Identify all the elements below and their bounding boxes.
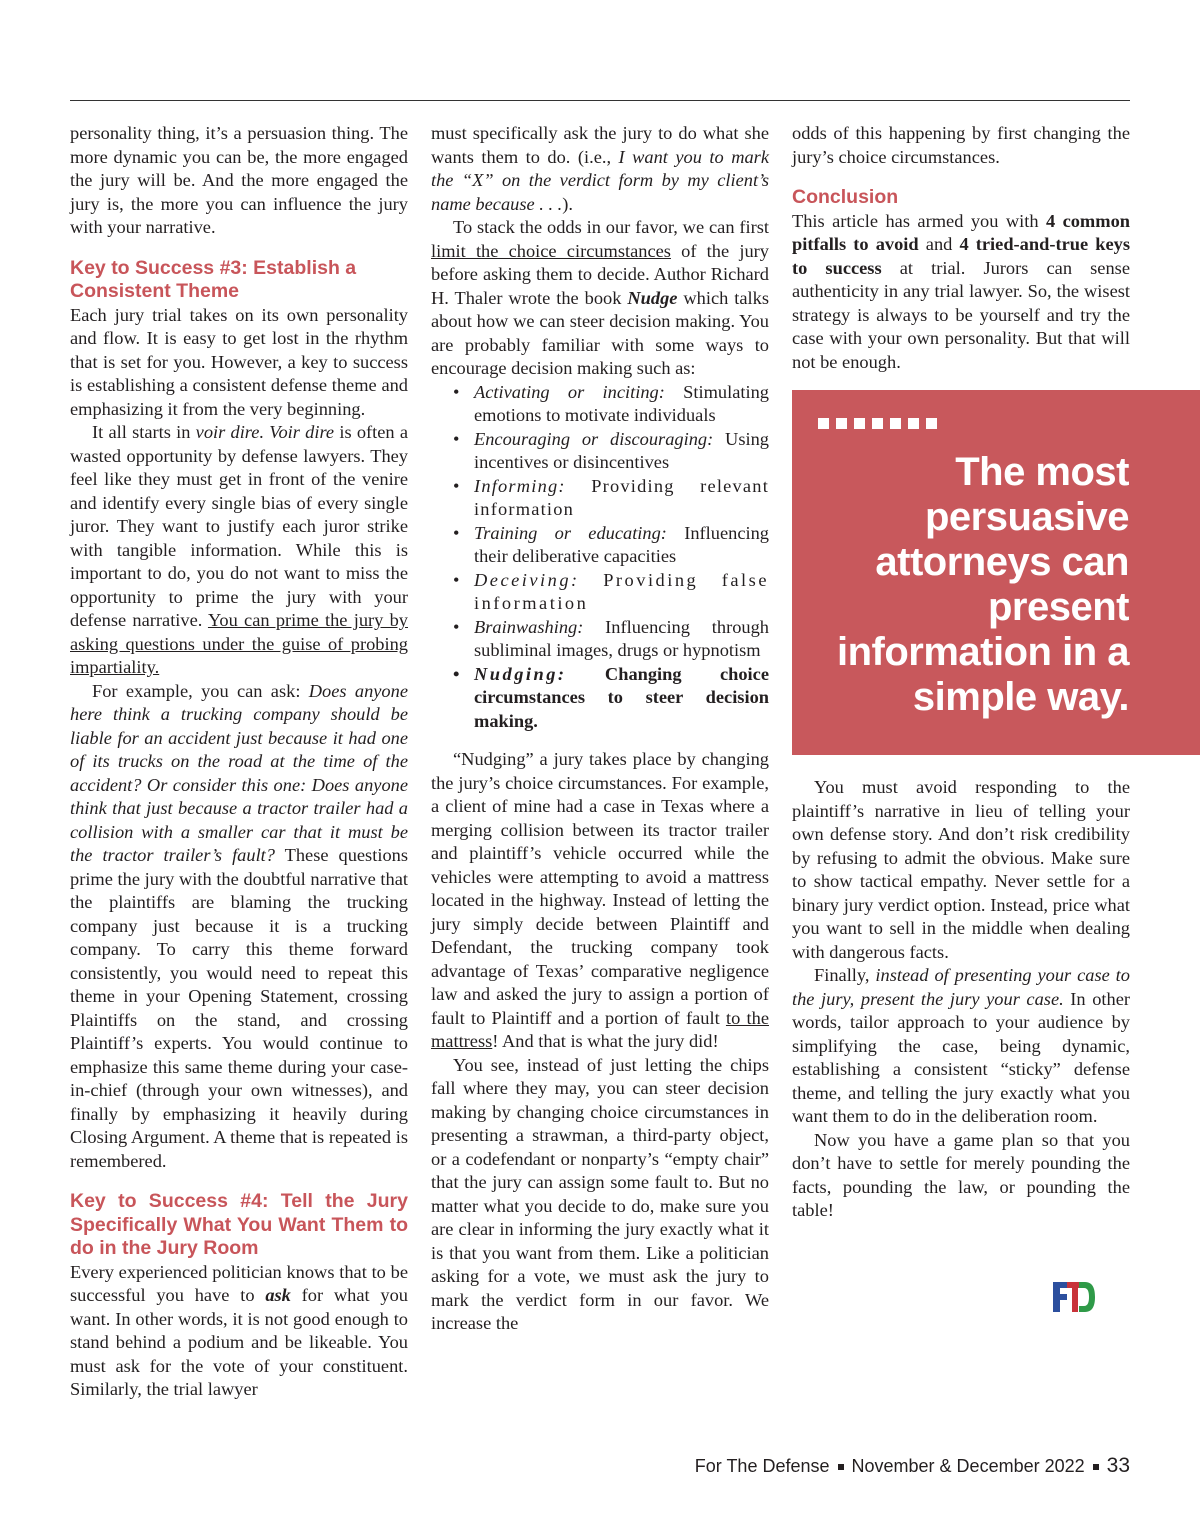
publication-name: For The Defense: [694, 1456, 830, 1476]
decorative-square: [872, 418, 883, 429]
ftd-logo-icon: [1053, 1280, 1095, 1314]
pull-quote-box: [792, 390, 1200, 755]
list-item: • Informing: Providing relevant information: [431, 475, 769, 522]
paragraph: For example, you can ask: Does anyone here think a trucking company should be liable for an accident just because it had one of its trucks on the road at the time of the accident? Or consider this one: Does anyone think that just because a tractor trailer had a collision with a smaller car that it must be the tractor trailer’s fault? These questions prime the jury with the doubtful narrative that the plaintiffs are blaming the trucking company just because it is a trucking company. To carry this theme forward consistently, you would need to repeat this theme in your Opening Statement, crossing Plaintiffs on the stand, and crossing Plaintiff’s experts. You would continue to emphasize this same theme during your case-in-chief (through your own witnesses), and finally by emphasizing it heavily during Closing Argument. A theme that is repeated is remembered.: [70, 680, 408, 1171]
nudge-methods-list: [431, 381, 769, 734]
separator-dot: [838, 1464, 844, 1470]
decorative-square: [908, 418, 919, 429]
paragraph: Each jury trial takes on its own personality and flow. It is easy to get lost in the rhythm that is set for you. However, a key to success is establishing a consistent defense theme and emphasizing it from the very beginning.: [70, 304, 408, 419]
pull-quote-text: The most persuasive attorneys can present information in a simple way.: [837, 450, 1129, 719]
paragraph: You must avoid responding to the plaintiff’s narrative in lieu of telling your own defense story. And don’t risk credibility by refusing to admit the obvious. Make sure to show tactical empathy. Never settle for a binary jury verdict option. Instead, price what you want to sell in the middle when dealing with dangerous facts.: [792, 777, 1130, 962]
column-3: [792, 122, 1130, 374]
decorative-square: [836, 418, 847, 429]
list-item: • Training or educating: Influencing their deliberative capacities: [431, 522, 769, 569]
section-heading-key-4: Key to Success #4: Tell the Jury Specifically What You Want Them to do in the Jury Room: [70, 1190, 408, 1259]
separator-dot: [1093, 1464, 1099, 1470]
paragraph: “Nudging” a jury takes place by changing the jury’s choice circumstances. For example, a client of mine had a case in Texas where a merging collision between its tractor trailer and plaintiff’s vehicle occurred while the vehicles were attempting to avoid a mattress located in the highway. Instead of letting the jury simply decide between Plaintiff and Defendant, the trucking company took advantage of Texas’ comparative negligence law and asked the jury to assign a portion of fault to Plaintiff and a portion of fault to the mattress! And that is what the jury did!: [431, 749, 769, 1051]
list-item: • Encouraging or discouraging: Using incentives or disincentives: [431, 428, 769, 475]
paragraph: To stack the odds in our favor, we can first limit the choice circumstances of the jury before asking them to decide. Author Richard H. Thaler wrote the book Nudge which talks about how we can steer decision making. You are probably familiar with some ways to encourage decision making such as:: [431, 217, 769, 378]
paragraph: You see, instead of just letting the chips fall where they may, you can steer decision making by changing choice circumstances in presenting a strawman, a third-party object, or a codefendant or nonparty’s “empty chair” that the jury can assign some fault to. But no matter what you decide to do, make sure you are clear in informing the jury exactly what it is that you want from them. Like a politician asking for a vote, we must ask the jury to mark the verdict form in our favor. We increase the: [431, 1054, 769, 1333]
column-3-continued: [792, 776, 1130, 1223]
column-1: [70, 122, 408, 1402]
paragraph: personality thing, it’s a persuasion thing. The more dynamic you can be, the more engaged the jury will be. And the more engaged the jury is, the more you can influence the jury with your narrative.: [70, 123, 408, 237]
column-2: [431, 122, 769, 1336]
list-item: • Activating or inciting: Stimulating emotions to motivate individuals: [431, 381, 769, 428]
paragraph: odds of this happening by first changing the jury’s choice circumstances.: [792, 123, 1130, 167]
paragraph: This article has armed you with 4 common pitfalls to avoid and 4 tried-and-true keys to success at trial. Jurors can sense authenticity in any trial lawyer. So, the wisest strategy is always to be yourself and try the case with your own personality. But that will not be enough.: [792, 210, 1130, 372]
paragraph: must specifically ask the jury to do what she wants them to do. (i.e., I want you to mark the “X” on the verdict form by my client’s name because . . .).: [431, 123, 769, 214]
paragraph: Every experienced politician knows that to be successful you have to ask for what you want. In other words, it is not good enough to stand behind a podium and be likeable. You must ask for the vote of your constituent. Similarly, the trial lawyer: [70, 1261, 408, 1399]
section-heading-key-3: Key to Success #3: Establish a Consistent Theme: [70, 256, 357, 302]
decorative-square: [818, 418, 829, 429]
page-footer: [695, 1454, 1130, 1478]
list-item: • Deceiving: Providing false information: [431, 569, 769, 616]
issue-date: November & December 2022: [851, 1456, 1085, 1476]
paragraph: Now you have a game plan so that you don’t have to settle for merely pounding the facts, pounding the law, or pounding the table!: [792, 1129, 1130, 1220]
list-item: • Nudging: Changing choice circumstances to steer decision making.: [431, 663, 769, 734]
section-heading-conclusion: Conclusion: [792, 186, 899, 208]
decorative-square: [854, 418, 865, 429]
paragraph: It all starts in voir dire. Voir dire is often a wasted opportunity by defense lawyers. They feel like they must get in front of the venire and identify every single bias of every single juror. They want to justify each juror strike with tangible information. While this is important to do, you do not want to miss the opportunity to prime the jury with your defense narrative. You can prime the jury by asking questions under the guise of probing impartiality.: [70, 422, 409, 677]
decorative-square: [926, 418, 937, 429]
list-item: • Brainwashing: Influencing through subliminal images, drugs or hypnotism: [431, 616, 769, 663]
page-number: 33: [1106, 1454, 1130, 1477]
decorative-square: [890, 418, 901, 429]
paragraph: Finally, instead of presenting your case to the jury, present the jury your case. In other words, tailor approach to your audience by simplifying the case, being dynamic, establishing a consistent “sticky” defense theme, and telling the jury exactly what you want them to do in the deliberation room.: [792, 965, 1130, 1126]
header-rule: [70, 100, 1130, 101]
